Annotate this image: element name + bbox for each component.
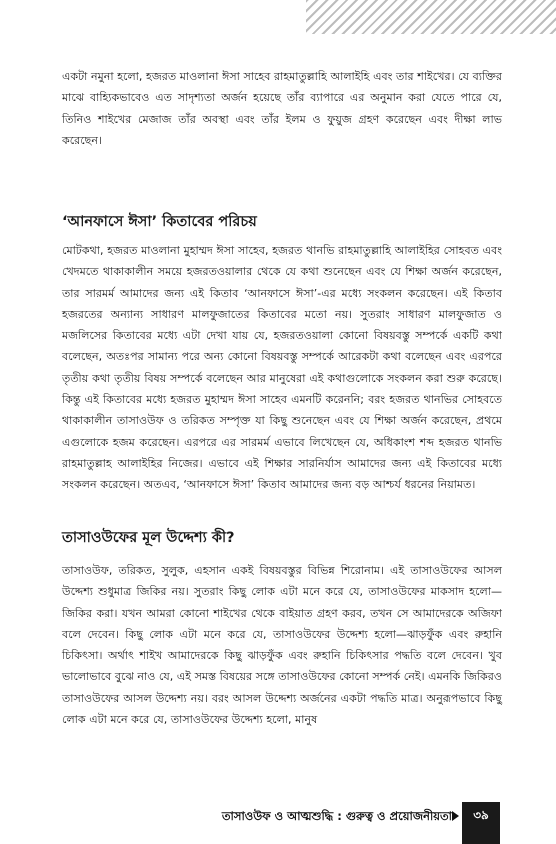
page-number-box — [462, 802, 500, 844]
section-heading-tasawwuf-purpose: তাসাওউফের মূল উদ্দেশ্য কী? — [62, 530, 235, 546]
page-number: ৩৯ — [473, 808, 489, 822]
book-intro-paragraph: মোটকথা, হজরত মাওলানা মুহাম্মদ ঈসা সাহেব, হজরত থানভি রাহমাতুল্লাহি আলাইহির সোহবত এবং খেদমতে থাকাকালীন সময়ে হজরতওয়ালার থেকে যে কথা শুনেছেন এবং যে শিক্ষা অর্জন করেছেন, তার সারমর্ম আমাদের জন্য এই কিতাব ‘আনফাসে ঈসা’-এর মধ্যে সংকলন করেছেন। এই কিতাব হজরতের অন্যান্য সাধারণ মালফুজাতের কিতাবের মতো নয়। সুতরাং সাধারণ মালফুজাত ও মজলিসের কিতাবের মধ্যে এটা দেখা যায় যে, হজরতওয়ালা কোনো বিষয়বস্তু সম্পর্কে একটি কথা বলেছেন, অতঃপর সামান্য পরে অন্য কোনো বিষয়বস্তু সম্পর্কে আরেকটা কথা বলেছেন এবং এরপরে তৃতীয় কথা তৃতীয় বিষয় সম্পর্কে বলেছেন আর মানুষেরা এই কথাগুলোকে সংকলন করা শুরু করেছে। কিন্তু এই কিতাবের মধ্যে হজরত মুহাম্মদ ঈসা সাহেব এমনটি করেননি; বরং হজরত থানভির সোহবতে থাকাকালীন তাসাওউফ ও তরিকত সম্পৃক্ত যা কিছু শুনেছেন এবং যে শিক্ষা অর্জন করেছেন, প্রথমে এগুলোকে হজম করেছেন। এরপরে এর সারমর্ম এভাবে লিখেছেন যে, অধিকাংশ শব্দ হজরত থানভি রাহমাতুল্লাহ আলাইহির নিজের। এভাবে এই শিক্ষার সারনির্যাস আমাদের জন্য এই কিতাবের মধ্যে সংকলন করেছেন। অতএব, ‘আনফাসে ঈসা’ কিতাব আমাদের জন্য বড় আশ্চর্য ধরনের নিয়ামত। — [62, 244, 502, 492]
decorative-hatch-band — [306, 0, 556, 34]
triangle-right-icon — [452, 811, 459, 821]
tasawwuf-purpose-paragraph-block — [62, 560, 502, 730]
page-footer — [0, 802, 556, 844]
intro-paragraph-block — [62, 66, 502, 151]
section-heading-book-intro: ‘আনফাসে ঈসা’ কিতাবের পরিচয় — [62, 214, 257, 230]
running-title: তাসাওউফ ও আত্মশুদ্ধি : গুরুত্ব ও প্রয়োজনীয়তা — [221, 809, 452, 823]
tasawwuf-purpose-paragraph: তাসাওউফ, তরিকত, সুলুক, এহসান একই বিষয়বস্তুর বিভিন্ন শিরোনাম। এই তাসাওউফের আসল উদ্দেশ্য শুধুমাত্র জিকির নয়। সুতরাং কিছু লোক এটা মনে করে যে, তাসাওউফের মাকসাদ হলো—জিকির করা। যখন আমরা কোনো শাইখের থেকে বাইয়াত গ্রহণ করব, তখন সে আমাদেরকে অজিফা বলে দেবেন। কিছু লোক এটা মনে করে যে, তাসাওউফের উদ্দেশ্য হলো—ঝাড়ফুঁক এবং রুহানি চিকিৎসা। অর্থাৎ শাইখ আমাদেরকে কিছু ঝাড়ফুঁক এবং রুহানি চিকিৎসার পদ্ধতি বলে দেবেন। খুব ভালোভাবে বুঝে নাও যে, এই সমস্ত বিষয়ের সঙ্গে তাসাওউফের কোনো সম্পর্ক নেই। এমনকি জিকিরও তাসাওউফের আসল উদ্দেশ্য নয়। বরং আসল উদ্দেশ্য অর্জনের একটা পদ্ধতি মাত্র। অনুরূপভাবে কিছু লোক এটা মনে করে যে, তাসাওউফের উদ্দেশ্য হলো, মানুষ — [62, 564, 502, 727]
book-intro-paragraph-block — [62, 240, 502, 496]
intro-paragraph: একটা নমুনা হলো, হজরত মাওলানা ঈসা সাহেব রাহমাতুল্লাহি আলাইহি এবং তার শাইখের। যে ব্যক্তির মাঝে বাহ্যিকভাবেও এত সাদৃশ্যতা অর্জন হয়েছে তাঁর ব্যাপারে এর অনুমান করা যেতে পারে যে, তিনিও শাইখের মেজাজ তাঁর অবস্থা এবং তাঁর ইলম ও ফুয়ুজ গ্রহণ করেছেন এবং দীক্ষা লাভ করেছেন। — [62, 70, 502, 147]
